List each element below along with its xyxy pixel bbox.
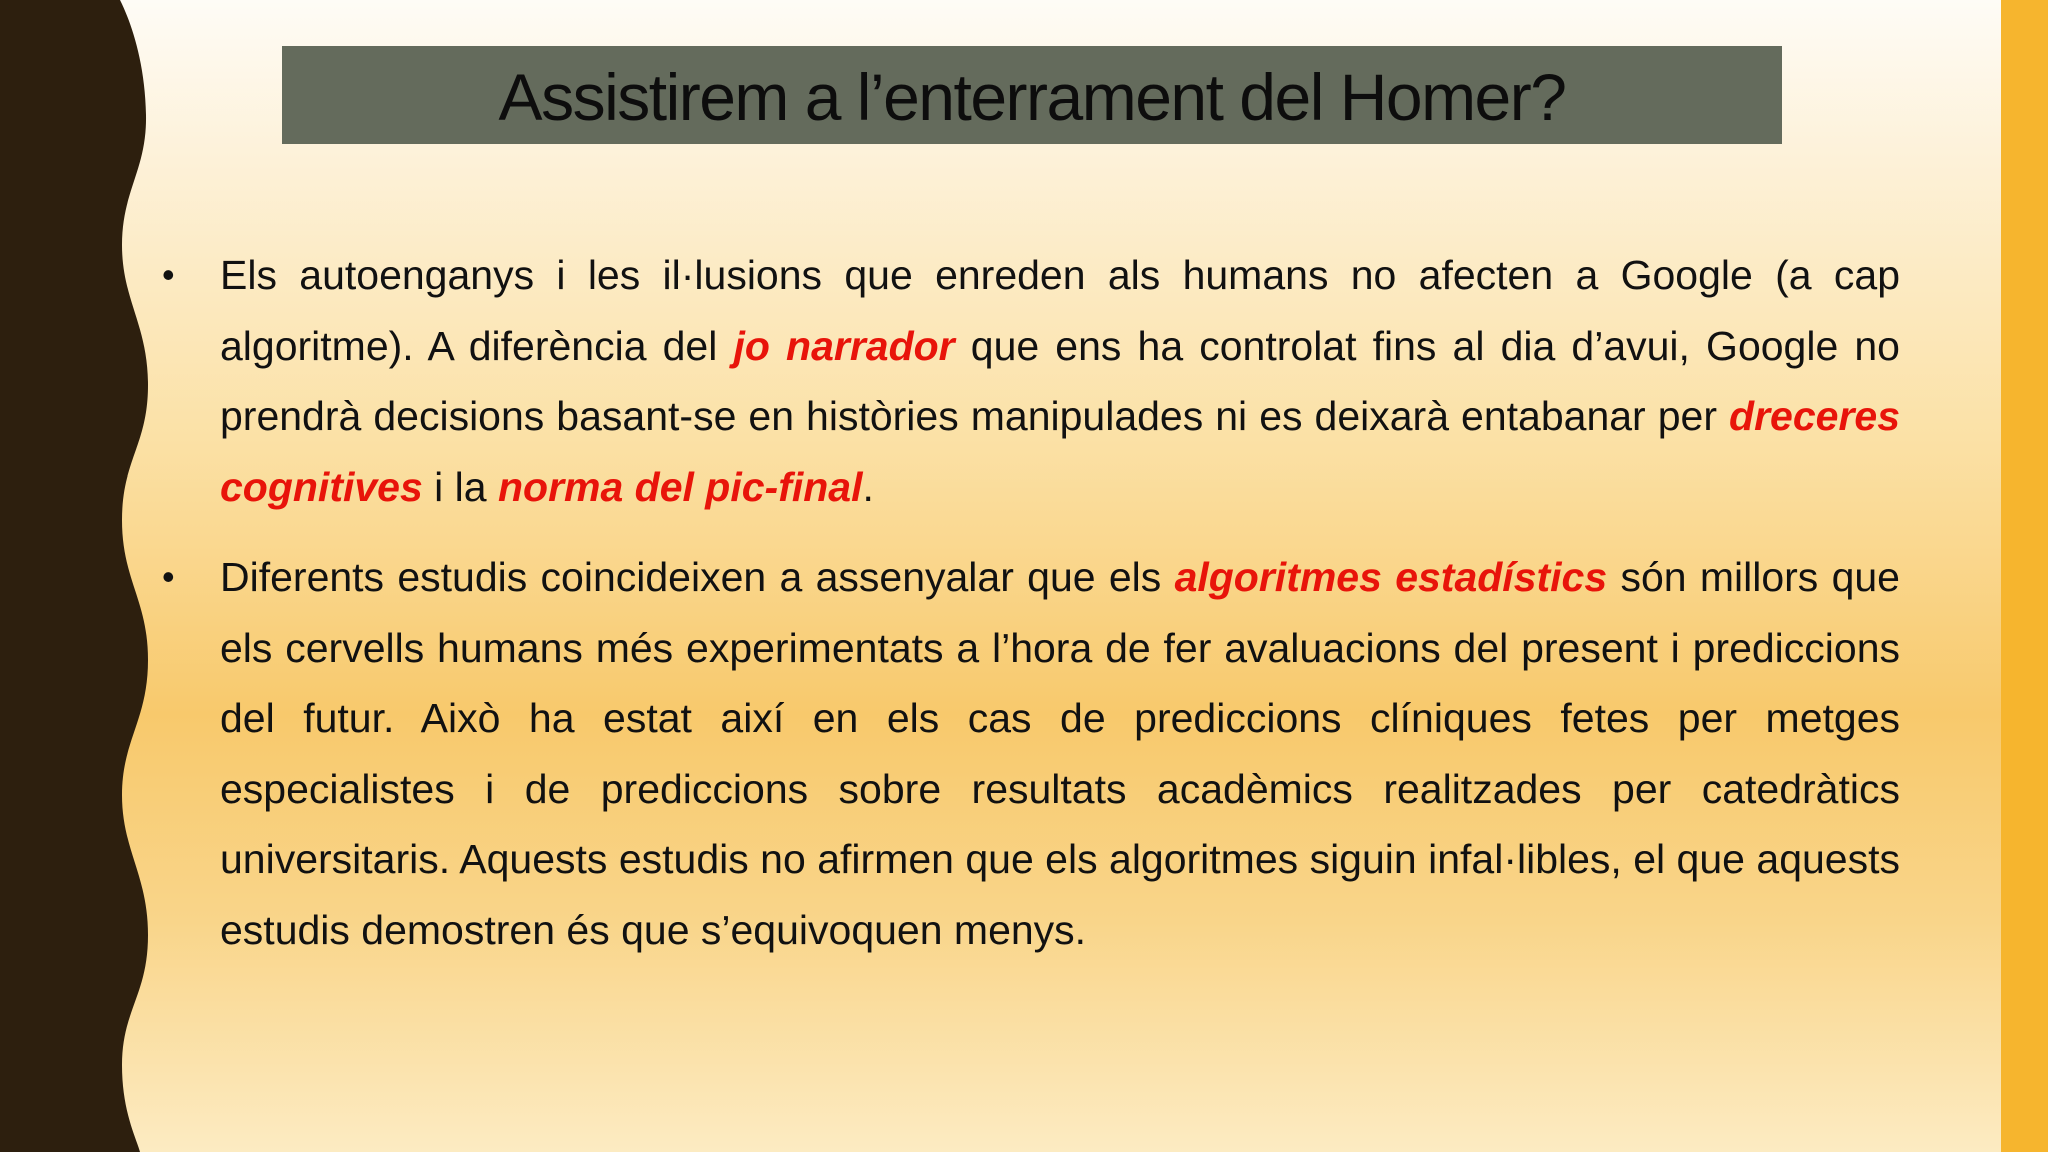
- bullet-text: Els autoenganys i les il·lusions que enreden als humans no afecten a Google (a cap algoritme). A diferència del: [220, 252, 1900, 369]
- bullet-text: Diferents estudis coincideixen a assenyalar que els: [220, 554, 1175, 600]
- bullet-marker: •: [162, 254, 175, 295]
- bullet-marker: •: [162, 556, 175, 597]
- bullet-list: [160, 240, 1900, 985]
- highlighted-term: dreceres cognitives: [220, 393, 1900, 510]
- bullet-text: que ens ha controlat fins al dia d’avui, Google no prendrà decisions basant-se en històries manipulades ni es deixarà entabanar per: [220, 322, 1900, 439]
- title-bar: [282, 46, 1782, 144]
- bullet-text: .: [862, 463, 874, 510]
- bullet-item: [160, 542, 1900, 965]
- bullet-text: són millors que els cervells humans més experimentats a l’hora de fer avaluacions del present i prediccions del futur. Això ha estat així en els cas de prediccions clíniques fetes per metges especialistes i de prediccions sobre resultats acadèmics realitzades per catedràtics universitaris. Aquests estudis no afirmen que els algoritmes siguin infal·libles, el que aquests estudis demostren és que s’equivoquen menys.: [220, 554, 1900, 953]
- right-accent-band: [2001, 0, 2048, 1152]
- bullet-item: [160, 240, 1900, 522]
- bullet-text: i la: [422, 463, 498, 510]
- slide-title: Assistirem a l’enterrament del Homer?: [498, 60, 1566, 134]
- highlighted-term: norma del pic-final: [497, 463, 863, 510]
- highlighted-term: algoritmes estadístics: [1174, 554, 1608, 600]
- wavy-left-band: [0, 0, 160, 1152]
- highlighted-term: jo narrador: [733, 322, 955, 369]
